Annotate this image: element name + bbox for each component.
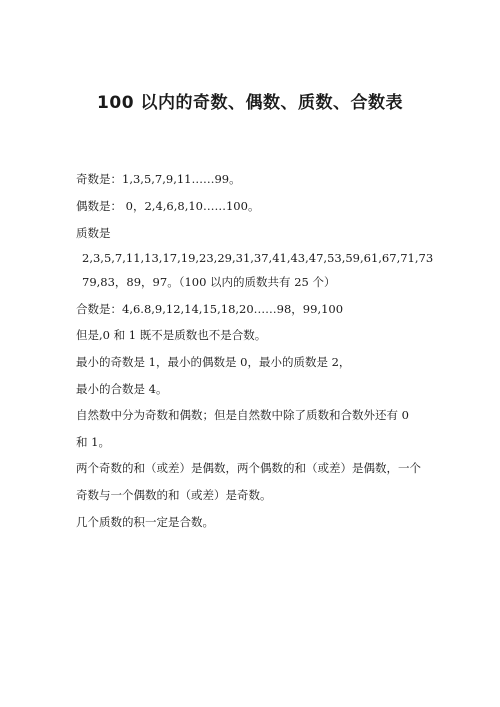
natural-numbers-line-2: 和 1。 [76, 435, 110, 449]
smallest-numbers-line-1: 最小的奇数是 1，最小的偶数是 0，最小的质数是 2， [76, 355, 351, 369]
composite-numbers-line: 合数是：4,6.8,9,12,14,15,18,20……98，99,100 [76, 302, 344, 316]
prime-numbers-heading: 质数是 [76, 226, 111, 240]
sum-rule-line-2: 奇数与一个偶数的和（或差）是奇数。 [76, 488, 272, 502]
document-title: 100 以内的奇数、偶数、质数、合数表 [97, 93, 403, 113]
product-rule-line: 几个质数的积一定是合数。 [76, 515, 214, 529]
zero-one-note: 但是,0 和 1 既不是质数也不是合数。 [76, 328, 267, 342]
smallest-numbers-line-2: 最小的合数是 4。 [76, 382, 168, 396]
odd-numbers-line: 奇数是：1,3,5,7,9,11……99。 [76, 172, 241, 186]
prime-numbers-list-line-2: 79,83，89，97。（100 以内的质数共有 25 个） [82, 275, 336, 289]
sum-rule-line-1: 两个奇数的和（或差）是偶数，两个偶数的和（或差）是偶数，一个 [76, 461, 421, 475]
even-numbers-line: 偶数是： 0，2,4,6,8,10……100。 [76, 199, 260, 213]
prime-numbers-list-line-1: 2,3,5,7,11,13,17,19,23,29,31,37,41,43,47,53,59,61,67,71,73 [82, 251, 434, 265]
natural-numbers-line-1: 自然数中分为奇数和偶数；但是自然数中除了质数和合数外还有 0 [76, 408, 409, 422]
